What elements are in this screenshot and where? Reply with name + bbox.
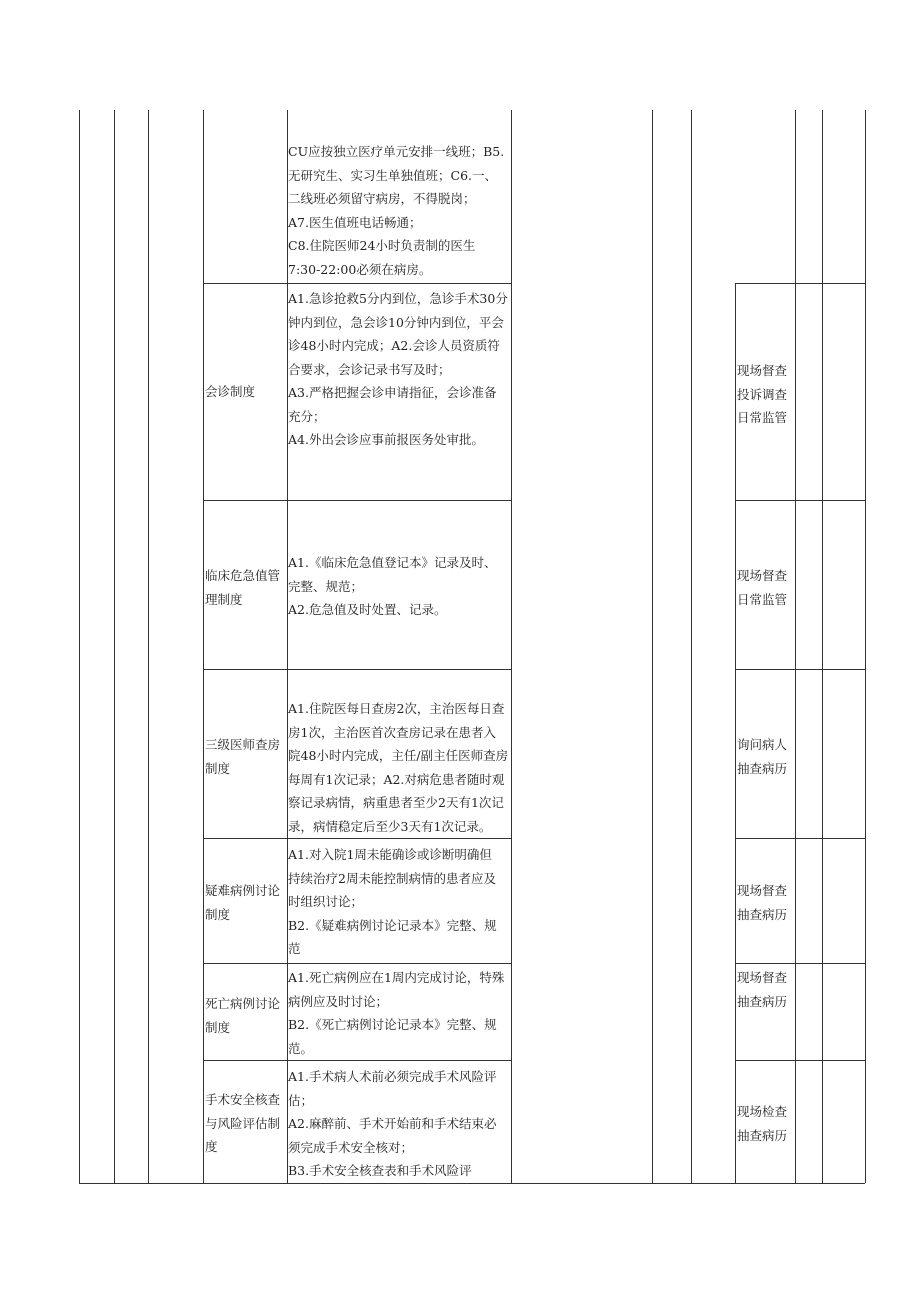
column-rule <box>148 110 149 1183</box>
row-rule <box>735 963 865 964</box>
requirement-line: C8.住院医师24小时负责制的医生 <box>288 238 476 253</box>
column-rule <box>822 110 823 1183</box>
inspection-method-cell <box>737 1100 793 1147</box>
requirement-line: A1.急诊抢救5分内到位，急诊手术30分 <box>288 291 508 306</box>
requirement-line: A4.外出会诊应事前报医务处审批。 <box>288 432 484 447</box>
requirement-line: 时组织讨论； <box>288 894 364 909</box>
inspection-method-line: 抽查病历 <box>737 993 788 1009</box>
row-rule <box>203 669 511 670</box>
requirement-line: 充分； <box>288 408 326 424</box>
column-rule <box>691 110 692 1183</box>
inspection-method-cell <box>737 564 793 611</box>
inspection-method-line: 现场督查 <box>737 883 788 898</box>
requirement-line: A1.死亡病例应在1周内完成讨论，特殊 <box>288 970 505 985</box>
inspection-method-line: 现场督查 <box>737 363 788 378</box>
row-rule <box>203 283 511 284</box>
inspection-method-cell <box>737 359 793 430</box>
requirement-line: A1.手术病人术前必须完成手术风险评 <box>288 1069 497 1084</box>
requirement-line: A3.严格把握会诊申请指征，会诊准备 <box>288 385 497 400</box>
requirement-line: A1.对入院1周未能确诊或诊断明确但 <box>288 847 492 862</box>
inspection-method-line: 抽查病历 <box>737 906 788 922</box>
column-rule <box>652 110 653 1183</box>
requirement-cell <box>288 287 508 452</box>
policy-name-line: 制度 <box>205 906 231 922</box>
policy-name-cell <box>205 992 285 1039</box>
requirement-line: 范 <box>288 941 301 956</box>
row-rule <box>735 500 865 501</box>
policy-name-line: 理制度 <box>205 591 243 607</box>
requirement-line: 7:30-22:00必须在病房。 <box>288 261 432 277</box>
requirement-line: 房1次，主治医首次查房记录在患者入 <box>288 724 496 740</box>
policy-name-line: 手术安全核查 <box>205 1092 281 1107</box>
policy-name-cell <box>205 1088 285 1159</box>
requirement-line: A1.《临床危急值登记本》记录及时、 <box>288 555 497 570</box>
table-bottom-rule <box>79 1183 865 1184</box>
row-rule <box>735 283 865 284</box>
policy-name-line: 死亡病例讨论 <box>205 996 281 1011</box>
inspection-method-line: 抽查病历 <box>737 1127 788 1143</box>
requirement-line: 二线班必须留守病房，不得脱岗； <box>288 191 476 206</box>
policy-name-line: 会诊制度 <box>205 384 256 399</box>
requirement-cell <box>288 966 504 1060</box>
column-rule <box>795 110 796 1183</box>
inspection-method-line: 日常监管 <box>737 591 788 607</box>
inspection-method-line: 现场检查 <box>737 1104 788 1119</box>
requirement-line: 完整、规范； <box>288 578 364 594</box>
requirement-cell <box>288 843 497 961</box>
inspection-method-line: 抽查病历 <box>737 760 788 776</box>
requirement-line: B3.手术安全核查表和手术风险评 <box>288 1163 472 1178</box>
requirement-line: 病例应及时讨论； <box>288 993 389 1009</box>
policy-name-line: 制度 <box>205 1019 231 1035</box>
requirement-line: 院48小时内完成，主任/副主任医师查房 <box>288 748 509 763</box>
requirement-line: 须完成手术安全核对； <box>288 1139 414 1155</box>
requirement-line: 合要求，会诊记录书写及时； <box>288 361 451 377</box>
requirement-cell <box>288 697 508 838</box>
column-rule <box>203 110 204 1183</box>
requirement-line: A2.危急值及时处置、记录。 <box>288 602 447 617</box>
policy-name-line: 疑难病例讨论 <box>205 883 281 898</box>
column-rule <box>79 110 80 1183</box>
requirement-line: A1.住院医每日查房2次，主治医每日查 <box>288 701 505 716</box>
row-rule <box>203 838 511 839</box>
policy-name-line: 与风险评估制 <box>205 1115 281 1131</box>
column-rule <box>114 110 115 1183</box>
inspection-method-cell <box>737 966 793 1013</box>
requirement-line: 估； <box>288 1092 314 1108</box>
requirement-cell <box>288 1065 496 1183</box>
requirement-line: 钟内到位，急会诊10分钟内到位，平会 <box>288 314 504 330</box>
row-rule <box>203 1060 511 1061</box>
column-rule <box>735 283 736 1183</box>
policy-name-cell <box>205 564 285 611</box>
policy-name-line: 制度 <box>205 760 231 776</box>
column-rule <box>511 110 512 1183</box>
row-rule <box>203 500 511 501</box>
requirement-line: B2.《死亡病例讨论记录本》完整、规 <box>288 1017 497 1032</box>
column-rule <box>865 110 866 1183</box>
requirement-cell <box>288 140 504 281</box>
row-rule <box>735 838 865 839</box>
requirement-line: 诊48小时内完成；A2.会诊人员资质符 <box>288 338 500 353</box>
inspection-method-line: 现场督查 <box>737 568 788 583</box>
requirement-cell <box>288 551 496 622</box>
inspection-method-cell <box>737 879 793 926</box>
requirement-line: 察记录病情，病重患者至少2天有1次记 <box>288 795 504 810</box>
policy-name-line: 临床危急值管 <box>205 568 281 583</box>
row-rule <box>203 963 511 964</box>
policy-name-cell <box>205 380 285 404</box>
policy-name-line: 三级医师查房 <box>205 737 281 752</box>
requirement-line: 范。 <box>288 1040 314 1056</box>
policy-name-cell <box>205 733 285 780</box>
inspection-method-line: 投诉调查 <box>737 386 788 402</box>
inspection-method-cell <box>737 733 793 780</box>
inspection-method-line: 现场督查 <box>737 970 788 985</box>
requirement-line: CU应按独立医疗单元安排一线班；B5. <box>288 144 505 159</box>
row-rule <box>735 669 865 670</box>
requirement-line: 录，病情稳定后至少3天有1次记录。 <box>288 818 492 834</box>
inspection-method-line: 日常监管 <box>737 410 788 425</box>
requirement-line: 每周有1次记录；A2.对病危患者随时观 <box>288 771 505 787</box>
requirement-line: A2.麻醉前、手术开始前和手术结束必 <box>288 1116 497 1131</box>
requirement-line: 持续治疗2周未能控制病情的患者应及 <box>288 870 496 886</box>
inspection-method-line: 询问病人 <box>737 737 788 752</box>
policy-name-line: 度 <box>205 1139 218 1154</box>
requirement-line: B2.《疑难病例讨论记录本》完整、规 <box>288 917 497 933</box>
policy-name-cell <box>205 879 285 926</box>
requirement-line: A7.医生值班电话畅通； <box>288 214 422 230</box>
row-rule <box>735 1060 865 1061</box>
requirement-line: 无研究生、实习生单独值班；C6.一、 <box>288 167 497 183</box>
